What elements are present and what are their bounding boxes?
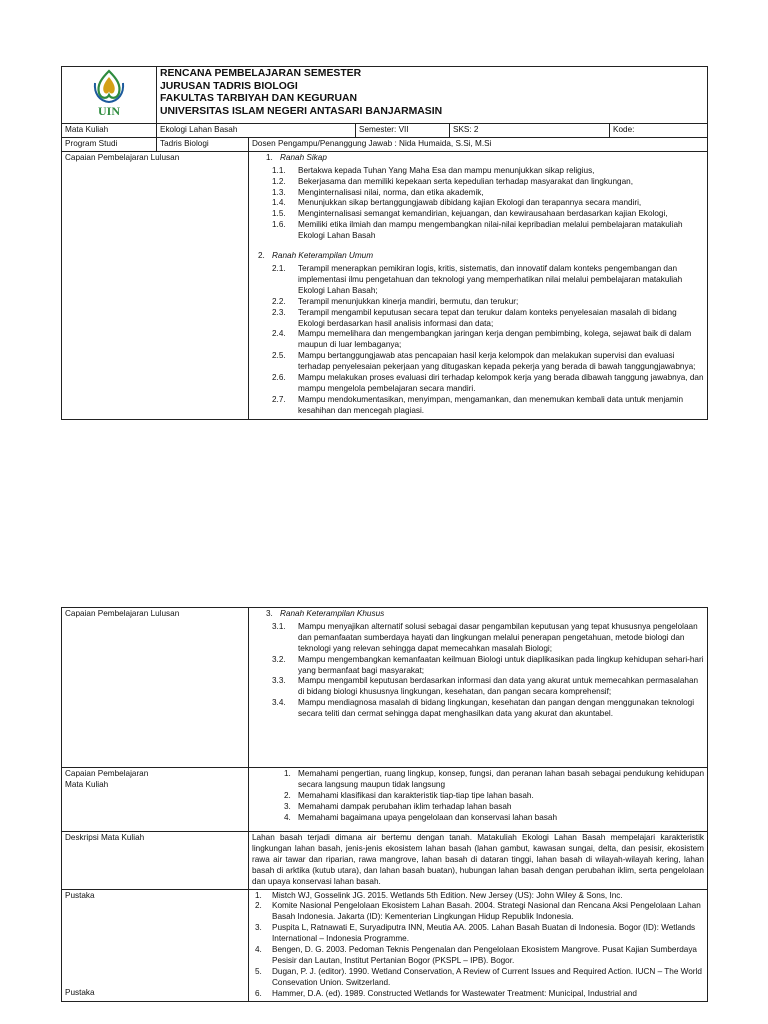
umum-item-number: 2.7.	[272, 394, 286, 404]
kode-cell: Kode:	[610, 124, 708, 138]
sikap-item	[252, 177, 704, 188]
sikap-item	[252, 220, 704, 242]
sikap-item	[252, 166, 704, 177]
pustaka-item-number: 5.	[255, 966, 262, 976]
sikap-item-text: Bekerjasama dan memiliki kepekaan serta kepedulian terhadap masyarakat dan lingkungan,	[298, 176, 633, 186]
dosen-cell: Dosen Pengampu/Penanggung Jawab : Nida Humaida, S.Si, M.Si	[249, 137, 708, 151]
umum-item-text: Mampu melakukan proses evaluasi diri terhadap kelompok kerja yang berada dibawah tanggung jawabnya, dan mampu mengelola pembelajaran secara mandiri.	[298, 373, 704, 393]
umum-item-text: Mampu memelihara dan mengembangkan jaringan kerja dengan pembimbing, kolega, sejawat baik di dalam maupun di luar lembaganya;	[298, 329, 692, 350]
khusus-item-text: Mampu mendiagnosa masalah di bidang lingkungan, kesehatan dan pangan dengan menggunakan teknologi secara teliti dan cermat sehingga dapat menghasilkan data yang akurat dan akuntabel.	[298, 698, 695, 719]
sks-cell: SKS: 2	[450, 124, 610, 138]
sikap-item-number: 1.3.	[272, 187, 286, 197]
sikap-item-number: 1.6.	[272, 220, 286, 230]
sikap-item-text: Bertakwa kepada Tuhan Yang Maha Esa dan mampu menunjukkan sikap religius,	[298, 165, 595, 175]
header-title-cell	[157, 67, 708, 124]
umum-item-number: 2.1.	[272, 263, 286, 273]
pustaka-label-2: Pustaka	[65, 987, 95, 997]
deskripsi-text: Lahan basah terjadi dimana air bertemu dengan tanah. Matakuliah Ekologi Lahan Basah mempelajari karakteristik lingkungan lahan basah, jenis-jenis ekosistem lahan basah (lahan gambut, kawasan sungai, delta, dan pesisir, ekosistem rawa air tawar dan riparian, rawa mangrove, lahan basah di dataran tinggi, lahan basah di wilayah-wilayah kering, lahan basah di arktika (kutub utara), dan lahan basah buatan), hubungan lahan basah dengan perubahan iklim, serta pengelolaan dan upaya konservasi lahan basah.	[249, 832, 708, 890]
khusus-item-text: Mampu menyajikan alternatif solusi sebagai dasar pengambilan keputusan yang tepat khususnya pengelolaan dan pemanfaatan sumberdaya hayati dan lingkungan melalui penerapan pengetahuan, metode biologi dan teknologi yang relevan sehingga dapat memecahkan masalah Biologi;	[298, 621, 698, 653]
umum-item-text: Mampu mendokumentasikan, menyimpan, mengamankan, dan menemukan kembali data untuk menjamin kesahihan dan mencegah plagiasi.	[298, 394, 684, 415]
pustaka-item-number: 3.	[255, 923, 262, 933]
program-studi-value: Tadris Biologi	[157, 137, 249, 151]
khusus-item-number: 3.4.	[272, 698, 286, 708]
deskripsi-label: Deskripsi Mata Kuliah	[62, 832, 249, 890]
cpmk-content	[249, 768, 708, 832]
sikap-item	[252, 188, 704, 199]
umum-item-number: 2.2.	[272, 296, 286, 306]
pustaka-item-text: Komite Nasional Pengelolaan Ekosistem Lahan Basah. 2004. Strategi Nasional dan Rencana Aksi Pengelolaan Lahan Basah Indonesia. Jakarta (ID): Kementerian Lingkungan Hidup Republik Indonesia.	[272, 901, 701, 922]
cpmk-item-text: Memahami bagaimana upaya pengelolaan dan konservasi lahan basah	[298, 812, 557, 822]
ranah-umum-section: 2. Ranah Keterampilan Umum 2.1. Terampil menerapkan pemikiran logis, kritis, sistematis, dan innovatif dalam konteks pengembangan dan implementasi ilmu pengetahuan dan teknologi yang memperhatikan nilai melalui pembelajaran matakuliah Ekologi Lahan Basah; 2.2. Terampil menunjukkan kinerja mandiri, bermutu, dan terukur; 2.3. Terampil mengambil keputusan secara tepat dan terukur dalam konteks penyelesaian masalah di bidang Ekologi berdasarkan hasil analisis informasi dan data; 2.4. Mampu memelihara dan mengembangkan jaringan kerja dengan pembimbing, kolega, sejawat baik di dalam maupun di luar lembaganya; 2.5. Mampu bertanggungjawab atas pencapaian hasil kerja kelompok dan melakukan supervisi dan evaluasi terhadap penyelesaian pekerjaan yang ditugaskan kepada pekerja yang berada di bawah tanggungjawabnya; 2.6. Mampu melakukan proses evaluasi diri terhadap kelompok kerja yang berada dibawah tanggung jawabnya, dan mampu mengelola pembelajaran secara mandiri. 2.7. Mampu mendokumentasikan, menyimpan, mengamankan, dan menemukan kembali data untuk menjamin kesahihan dan mencegah plagiasi.	[252, 251, 704, 417]
page-1-table	[61, 66, 707, 420]
khusus-item	[252, 698, 704, 720]
cpmk-item-number: 1.	[284, 769, 291, 778]
ranah-sikap-title: Ranah Sikap	[280, 152, 327, 162]
header-line-4: UNIVERSITAS ISLAM NEGERI ANTASARI BANJARMASIN	[160, 105, 443, 117]
pustaka-item-text: Dugan, P. J. (editor). 1990. Wetland Conservation, A Review of Current Issues and Required Action. IUCN – The World Consevation Union. Switzerland.	[272, 966, 702, 987]
umum-item	[252, 373, 704, 395]
program-studi-label: Program Studi	[62, 137, 157, 151]
pustaka-item-number: 4.	[255, 945, 262, 955]
pustaka-item	[252, 891, 704, 902]
pustaka-item-text: Puspita L, Ratnawati E, Suryadiputra INN, Meutia AA. 2005. Lahan Basah Buatan di Indonesia. Bogor (ID): Wetlands International – Indonesia Programme.	[272, 923, 696, 944]
umum-item	[252, 308, 704, 330]
ranah-khusus-section: 3. Ranah Keterampilan Khusus 3.1. Mampu menyajikan alternatif solusi sebagai dasar pengambilan keputusan yang tepat khususnya pengelolaan dan pemanfaatan sumberdaya hayati dan lingkungan melalui penerapan pengetahuan, metode biologi dan teknologi yang relevan sehingga dapat memecahkan masalah Biologi; 3.2. Mampu mengembangkan kemanfaatan keilmuan Biologi untuk diaplikasikan pada lingkup kehidupan sehari-hari yang bermanfaat bagi masyarakat; 3.3. Mampu mengambil keputusan berdasarkan informasi dan data yang akurat untuk memecahkan permasalahan di bidang biologi khususnya lingkungan, kesehatan, dan pangan secara komprehensif; 3.4. Mampu mendiagnosa masalah di bidang lingkungan, kesehatan dan pangan dengan menggunakan teknologi secara teliti dan cermat sehingga dapat menghasilkan data yang akurat dan akuntabel.	[249, 608, 708, 768]
cpmk-item-number: 4.	[284, 812, 291, 822]
pustaka-item-number: 6.	[255, 988, 262, 998]
pustaka-item-number: 2.	[255, 901, 262, 911]
pustaka-item	[252, 967, 704, 989]
cpmk-item	[252, 791, 704, 802]
sikap-item-number: 1.2.	[272, 176, 286, 186]
pustaka-item-text: Bengen, D. G. 2003. Pedoman Teknis Pengenalan dan Pengelolaan Ekosistem Mangrove. Pusat Kajian Sumberdaya Pesisir dan Lautan, Institut Pertanian Bogor (PKSPL – IPB). Bogor.	[272, 945, 697, 965]
sikap-item-text: Menginternalisasi semangat kemandirian, kejuangan, dan kewirausahaan berdasarkan kajian Ekologi,	[298, 209, 668, 219]
logo-cell	[62, 67, 157, 124]
cpmk-item-text: Memahami pengertian, ruang lingkup, konsep, fungsi, dan peranan lahan basah sebagai pendukung kehidupan secara langsung maupun tidak langsung	[298, 769, 704, 789]
ranah-sikap-list	[252, 166, 704, 242]
ranah-sikap-section: 1. Ranah Sikap 1.1. Bertakwa kepada Tuhan Yang Maha Esa dan mampu menunjukkan sikap religius, 1.2. Bekerjasama dan memiliki kepekaan serta kepedulian terhadap masyarakat dan lingkungan, 1.3. Menginternalisasi nilai, norma, dan etika akademik, 1.4. Menunjukkan sikap bertanggungjawab dibidang kajian Ekologi dan terapannya secara mandiri, 1.5. Menginternalisasi semangat kemandirian, kejuangan, dan kewirausahaan berdasarkan kajian Ekologi, 1.6. Memiliki etika ilmiah dan mampu mengembangkan nilai-nilai kepribadian melalui pembelajaran matakuliah Ekologi Lahan Basah	[252, 153, 704, 242]
umum-item-number: 2.3.	[272, 307, 286, 317]
cpmk-item-text: Memahami klasifikasi dan karakteristik tiap-tiap tipe lahan basah.	[298, 790, 534, 800]
cpmk-label: Capaian Pembelajaran Mata Kuliah	[62, 768, 249, 832]
ranah-khusus-title: Ranah Keterampilan Khusus	[280, 609, 385, 618]
ranah-umum-title: Ranah Keterampilan Umum	[272, 251, 374, 261]
mata-kuliah-value: Ekologi Lahan Basah	[157, 124, 356, 138]
cpmk-item-text: Memahami dampak perubahan iklim terhadap lahan basah	[298, 801, 512, 811]
cpmk-item	[252, 813, 704, 824]
cpmk-item	[252, 802, 704, 813]
umum-item-text: Terampil mengambil keputusan secara tepat dan terukur dalam konteks penyelesaian masalah di bidang Ekologi berdasarkan hasil analisis informasi dan data;	[298, 307, 677, 328]
pustaka-item-text: Mistch WJ, Gosselink JG. 2015. Wetlands 5th Edition. New Jersey (US): John Wiley & Sons, Inc.	[272, 890, 623, 900]
cpmk-list	[252, 769, 704, 824]
umum-item	[252, 264, 704, 297]
header-line-1: RENCANA PEMBELAJARAN SEMESTER	[160, 68, 362, 79]
umum-item	[252, 329, 704, 351]
umum-item-number: 2.4.	[272, 329, 286, 339]
umum-item	[252, 351, 704, 373]
pustaka-list	[252, 891, 704, 1000]
sikap-item-number: 1.4.	[272, 198, 286, 208]
umum-item-text: Terampil menunjukkan kinerja mandiri, bermutu, dan terukur;	[298, 296, 519, 306]
header-line-2: JURUSAN TADRIS BIOLOGI	[160, 80, 298, 92]
cpl-label: Capaian Pembelajaran Lulusan	[62, 151, 249, 419]
khusus-item-number: 3.1.	[272, 621, 286, 631]
sikap-item-text: Menunjukkan sikap bertanggungjawab dibidang kajian Ekologi dan terapannya secara mandiri,	[298, 198, 642, 208]
ranah-umum-list	[252, 264, 704, 417]
umum-item-number: 2.6.	[272, 373, 286, 383]
cpmk-item	[252, 769, 704, 791]
header-line-3: FAKULTAS TARBIYAH DAN KEGURUAN	[160, 93, 358, 105]
pustaka-label: Pustaka	[65, 890, 95, 900]
semester-cell: Semester: VII	[356, 124, 450, 138]
pustaka-item	[252, 945, 704, 967]
cpl-label-2: Capaian Pembelajaran Lulusan	[62, 608, 249, 768]
sikap-item-number: 1.5.	[272, 209, 286, 219]
svg-text:UIN: UIN	[97, 104, 121, 118]
khusus-item	[252, 622, 704, 655]
ranah-khusus-list	[252, 622, 704, 720]
umum-item	[252, 297, 704, 308]
cpl-content	[249, 151, 708, 419]
sikap-item	[252, 198, 704, 209]
umum-item-number: 2.5.	[272, 351, 286, 361]
sikap-item-text: Memiliki etika ilmiah dan mampu mengembangkan nilai-nilai kepribadian melalui pembelajaran matakuliah Ekologi Lahan Basah	[298, 220, 683, 241]
cpmk-item-number: 3.	[284, 801, 291, 811]
umum-item-text: Mampu bertanggungjawab atas pencapaian hasil kerja kelompok dan melakukan supervisi dan evaluasi terhadap penyelesaian pekerjaan yang ditugaskan kepada pekerja yang berada di bawah tanggungjawabnya;	[298, 351, 696, 372]
sikap-item-text: Menginternalisasi nilai, norma, dan etika akademik,	[298, 187, 484, 197]
sikap-item-number: 1.1.	[272, 165, 286, 175]
khusus-item	[252, 655, 704, 677]
umum-item-text: Terampil menerapkan pemikiran logis, kritis, sistematis, dan innovatif dalam konteks pengembangan dan implementasi ilmu pengetahuan dan teknologi yang memperhatikan nilai melalui pembelajaran matakuliah Ekologi Lahan Basah;	[298, 263, 683, 295]
pustaka-item	[252, 989, 704, 1000]
pustaka-content	[249, 889, 708, 1001]
umum-item	[252, 395, 704, 417]
khusus-item	[252, 676, 704, 698]
pustaka-item-number: 1.	[255, 890, 262, 900]
sikap-item	[252, 209, 704, 220]
khusus-item-text: Mampu mengembangkan kemanfaatan keilmuan Biologi untuk diaplikasikan pada lingkup kehidupan sehari-hari yang bermanfaat bagi masyarakat;	[298, 654, 704, 675]
pustaka-item-text: Hammer, D.A. (ed). 1989. Constructed Wetlands for Wastewater Treatment: Municipal, Industrial and	[272, 988, 637, 998]
khusus-item-number: 3.3.	[272, 676, 286, 686]
pustaka-item	[252, 901, 704, 923]
mata-kuliah-label: Mata Kuliah	[62, 124, 157, 138]
cpmk-item-number: 2.	[284, 790, 291, 800]
pustaka-label-cell	[62, 889, 249, 1001]
uin-logo-icon	[91, 69, 127, 117]
page-2-table	[61, 607, 707, 1002]
khusus-item-text: Mampu mengambil keputusan berdasarkan informasi dan data yang akurat untuk memecahkan permasalahan di bidang biologi khususnya lingkungan, kesehatan, dan pangan secara komprehensif;	[298, 676, 699, 697]
pustaka-item	[252, 923, 704, 945]
khusus-item-number: 3.2.	[272, 654, 286, 664]
